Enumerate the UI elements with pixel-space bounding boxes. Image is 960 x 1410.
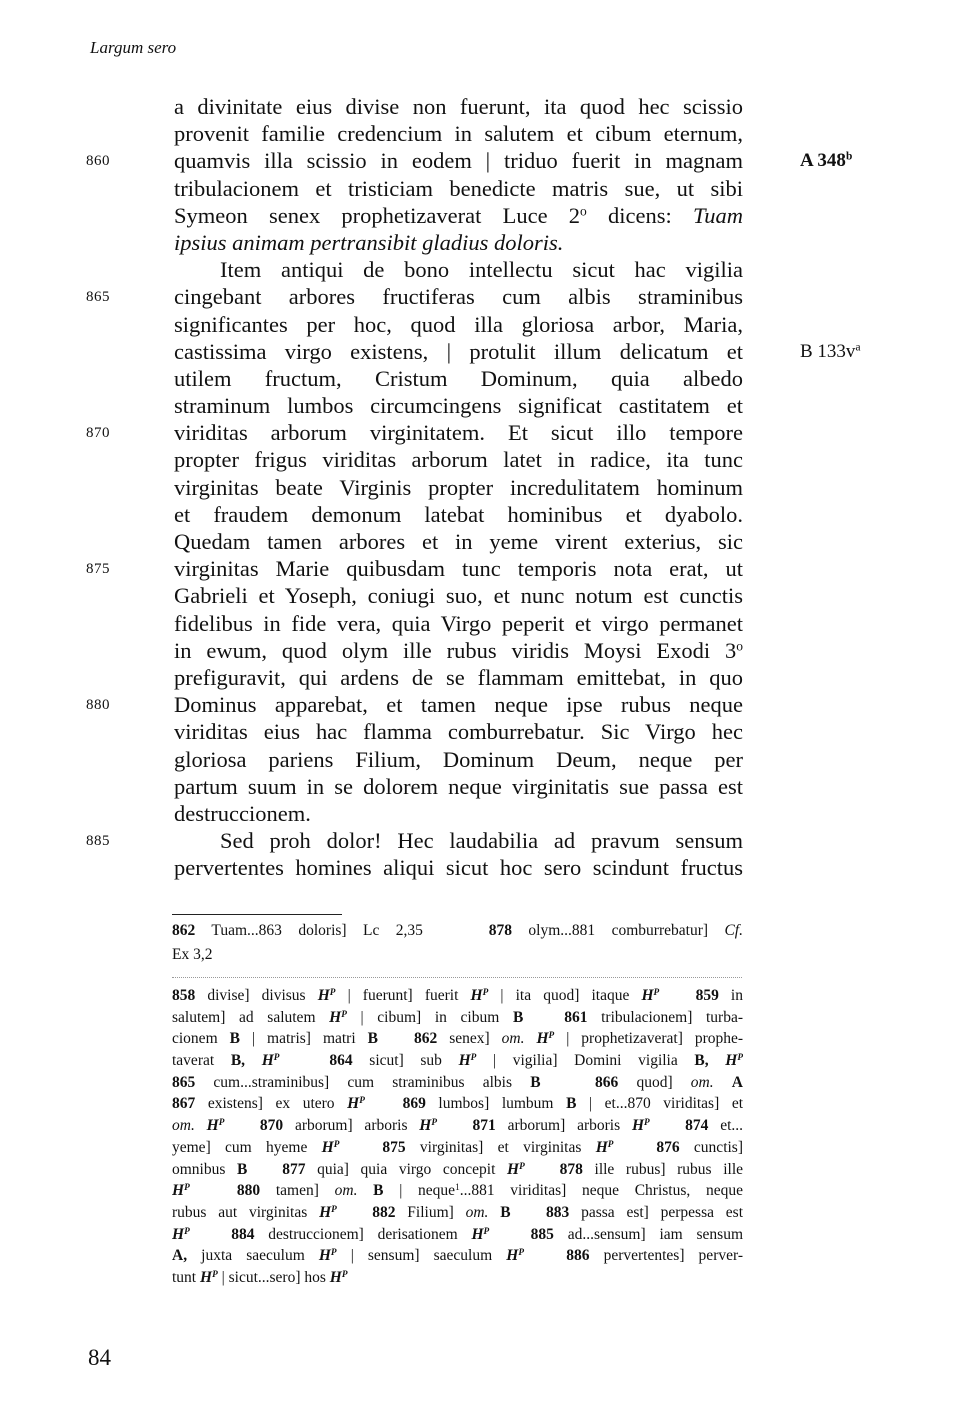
text-line-content: ipsius animam pertransibit gladius doloris. [174, 229, 564, 255]
manuscript-folio-reference: B $133v^a$ [800, 340, 861, 362]
text-line-content: quamvis illa scissio in eodem | triduo fuerit in magnam [174, 148, 743, 174]
text-line-content: Gabrieli et Yoseph, coniugi suo, et nunc notum est cunctis [174, 583, 743, 609]
text-line [0, 474, 960, 501]
apparatus-line: cionem B | matris] matri B 862 senex] om. $H^P$ | prophetizaverat] prophe- [172, 1030, 743, 1048]
text-line-content: provenit familie credencium in salutem et cibum eternum, [174, 121, 743, 147]
apparatus-line: $H^P$ 880 tamen] om. B | neque$^1$...881 viriditas] neque Christus, neque [172, 1182, 743, 1200]
text-line [0, 800, 960, 827]
apparatus-line: om. $H^P$ 870 arborum] arboris $H^P$ 871 arborum] arboris $H^P$ 874 et... [172, 1117, 743, 1135]
text-line-content: pervertentes homines aliqui sicut hoc sero scindunt fructus [174, 855, 743, 881]
text-line [0, 283, 960, 310]
apparatus-line: 865 cum...straminibus] cum straminibus albis B 866 quod] om. A [172, 1073, 743, 1091]
line-number: 875 [86, 561, 110, 578]
text-line [0, 610, 960, 637]
text-line-content: destruccionem. [174, 800, 311, 826]
text-line [0, 338, 960, 365]
line-number: 885 [86, 833, 110, 850]
text-line [0, 691, 960, 718]
apparatus-line: 867 existens] ex utero $H^P$ 869 lumbos] lumbum B | et...870 viriditas] et [172, 1095, 743, 1113]
apparatus-line: A, juxta saeculum $H^P$ | sensum] saeculum $H^P$ 886 pervertentes] perver- [172, 1247, 743, 1265]
line-number: 865 [86, 289, 110, 306]
text-line-content: viriditas arborum virginitatem. Et sicut illo tempore [174, 420, 743, 446]
text-line-content: virginitas Marie quibusdam tunc temporis nota erat, ut [174, 556, 743, 582]
apparatus-line: rubus aut virginitas $H^P$ 882 Filium] om. B 883 passa est] perpessa est [172, 1203, 743, 1221]
apparatus-line: $H^P$ 884 destruccionem] derisationem $H^P$ 885 ad...sensum] iam sensum [172, 1225, 743, 1243]
text-line [0, 365, 960, 392]
page-number: 84 [88, 1345, 111, 1370]
text-line-content: a divinitate eius divise non fuerunt, ita quod hec scissio [174, 94, 743, 119]
text-line [0, 419, 960, 446]
text-line-content: propter frigus viriditas arborum latet in radice, ita tunc [174, 447, 743, 473]
text-line-content: Quedam tamen arbores et in yeme virent exterius, sic [174, 529, 743, 554]
text-line [0, 582, 960, 609]
text-line [0, 93, 960, 120]
text-line-content: in ewum, quod olym ille rubus viridis Moysi Exodi 3$^o$ [174, 637, 743, 663]
text-line-content: virginitas beate Virginis propter incredulitatem hominum [174, 474, 743, 500]
text-line-content: cingebant arbores fructiferas cum albis straminibus [174, 284, 743, 310]
text-line-content: significantes per hoc, quod illa gloriosa arbor, Maria, [174, 311, 743, 337]
text-line [0, 311, 960, 338]
critical-apparatus [172, 985, 743, 1289]
text-line-content: Symeon senex prophetizaverat Luce 2$^o$ dicens: Tuam [174, 202, 743, 228]
line-number: 870 [86, 425, 110, 442]
text-line-content: prefiguravit, qui ardens de se flammam emittebat, in quo [174, 664, 743, 690]
text-line-content: et fraudem demonum latebat hominibus et dyabolo. [174, 501, 743, 527]
text-line [0, 664, 960, 691]
text-line-content: castissima virgo existens, | protulit illum delicatum et [174, 338, 743, 364]
text-line [0, 501, 960, 528]
text-line-content: utilem fructum, Cristum Dominum, quia albedo [174, 365, 743, 391]
sources-apparatus [172, 919, 743, 967]
text-line [0, 256, 960, 283]
footnote-separator-rule [172, 914, 342, 915]
text-line-content: Sed proh dolor! Hec laudabilia ad pravum sensum [220, 828, 743, 854]
line-number: 880 [86, 697, 110, 714]
apparatus-line: Ex 3,2 [172, 946, 213, 963]
text-line [0, 120, 960, 147]
text-line [0, 202, 960, 229]
apparatus-separator-rule [172, 977, 742, 978]
apparatus-line: taverat B, $H^P$ 864 sicut] sub $H^P$ | vigilia] Domini vigilia B, $H^P$ [172, 1052, 743, 1070]
apparatus-line: tunt $H^P$ | sicut...sero] hos $H^P$ [172, 1268, 348, 1286]
text-line-content: straminum lumbos circumcingens significat castitatem et [174, 393, 743, 419]
text-line-content: tribulacionem et tristiciam benedicte matris sue, ut sibi [174, 175, 743, 201]
main-text-body [0, 93, 960, 881]
text-line [0, 392, 960, 419]
text-line-content: fidelibus in fide vera, quia Virgo peperit et virgo permanet [174, 610, 743, 636]
text-line [0, 827, 960, 854]
text-line [0, 147, 960, 174]
apparatus-line: yeme] cum hyeme $H^P$ 875 virginitas] et virginitas $H^P$ 876 cunctis] [172, 1138, 743, 1156]
line-number: 860 [86, 153, 110, 170]
text-line [0, 175, 960, 202]
manuscript-folio-reference: A 348$^b$ [800, 150, 853, 172]
running-head: Largum sero [90, 38, 177, 57]
text-line [0, 528, 960, 555]
text-line [0, 637, 960, 664]
text-line [0, 229, 960, 256]
text-line [0, 854, 960, 881]
apparatus-line: 858 divise] divisus $H^P$ | fuerunt] fuerit $H^P$ | ita quod] itaque $H^P$ 859 in [172, 987, 743, 1004]
text-line-content: partum suum in se dolorem neque virginitatis sue passa est [174, 773, 743, 799]
apparatus-line: salutem] ad salutem $H^P$ | cibum] in cibum B 861 tribulacionem] turba- [172, 1008, 743, 1026]
text-line-content: gloriosa pariens Filium, Dominum Deum, neque per [174, 746, 743, 772]
text-line-content: viriditas eius hac flamma comburrebatur. Sic Virgo hec [174, 719, 743, 745]
text-line [0, 773, 960, 800]
text-line [0, 746, 960, 773]
text-line-content: Item antiqui de bono intellectu sicut hac vigilia [220, 257, 743, 283]
text-line [0, 446, 960, 473]
apparatus-line: omnibus B 877 quia] quia virgo concepit $H^P$ 878 ille rubus] rubus ille [172, 1160, 743, 1178]
text-line [0, 555, 960, 582]
text-line-content: Dominus apparebat, et tamen neque ipse rubus neque [174, 692, 743, 718]
apparatus-line: 862 Tuam...863 doloris] Lc 2,35 878 olym...881 comburrebatur] Cf. [172, 922, 743, 939]
text-line [0, 718, 960, 745]
